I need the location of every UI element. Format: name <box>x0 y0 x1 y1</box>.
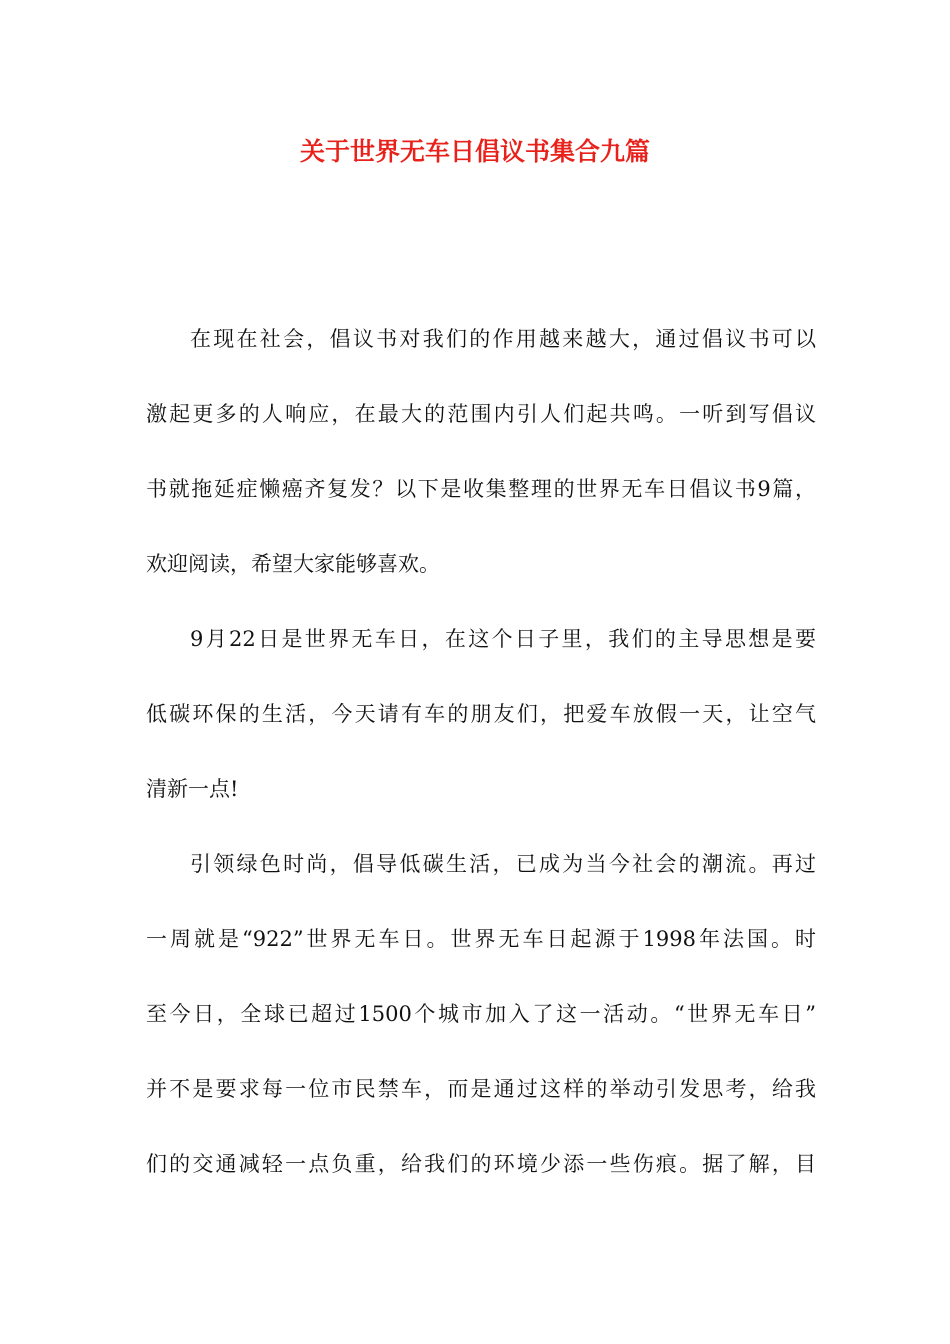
paragraph-2-line-1: 9月22日是世界无车日，在这个日子里，我们的主导思想是要 <box>190 627 816 651</box>
paragraph-2-line-3: 清新一点! <box>146 777 239 801</box>
paragraph-3-line-2: 一周就是“922”世界无车日。世界无车日起源于1998年法国。时 <box>146 927 816 951</box>
paragraph-1-line-4: 欢迎阅读，希望大家能够喜欢。 <box>146 552 440 576</box>
paragraph-1-line-1: 在现在社会，倡议书对我们的作用越来越大，通过倡议书可以 <box>190 327 816 351</box>
paragraph-3-line-4: 并不是要求每一位市民禁车，而是通过这样的举动引发思考，给我 <box>146 1077 816 1101</box>
paragraph-2-line-2: 低碳环保的生活，今天请有车的朋友们，把爱车放假一天，让空气 <box>146 702 816 726</box>
paragraph-3-line-3: 至今日，全球已超过1500个城市加入了这一活动。“世界无车日” <box>146 1002 816 1026</box>
paragraph-1-line-2: 激起更多的人响应，在最大的范围内引人们起共鸣。一听到写倡议 <box>146 402 816 426</box>
paragraph-1-line-3: 书就拖延症懒癌齐复发？以下是收集整理的世界无车日倡议书9篇， <box>146 477 816 501</box>
document-title: 关于世界无车日倡议书集合九篇 <box>299 137 650 166</box>
paragraph-3-line-1: 引领绿色时尚，倡导低碳生活，已成为当今社会的潮流。再过 <box>190 852 816 876</box>
paragraph-3-line-5: 们的交通减轻一点负重，给我们的环境少添一些伤痕。据了解，目 <box>146 1152 816 1176</box>
